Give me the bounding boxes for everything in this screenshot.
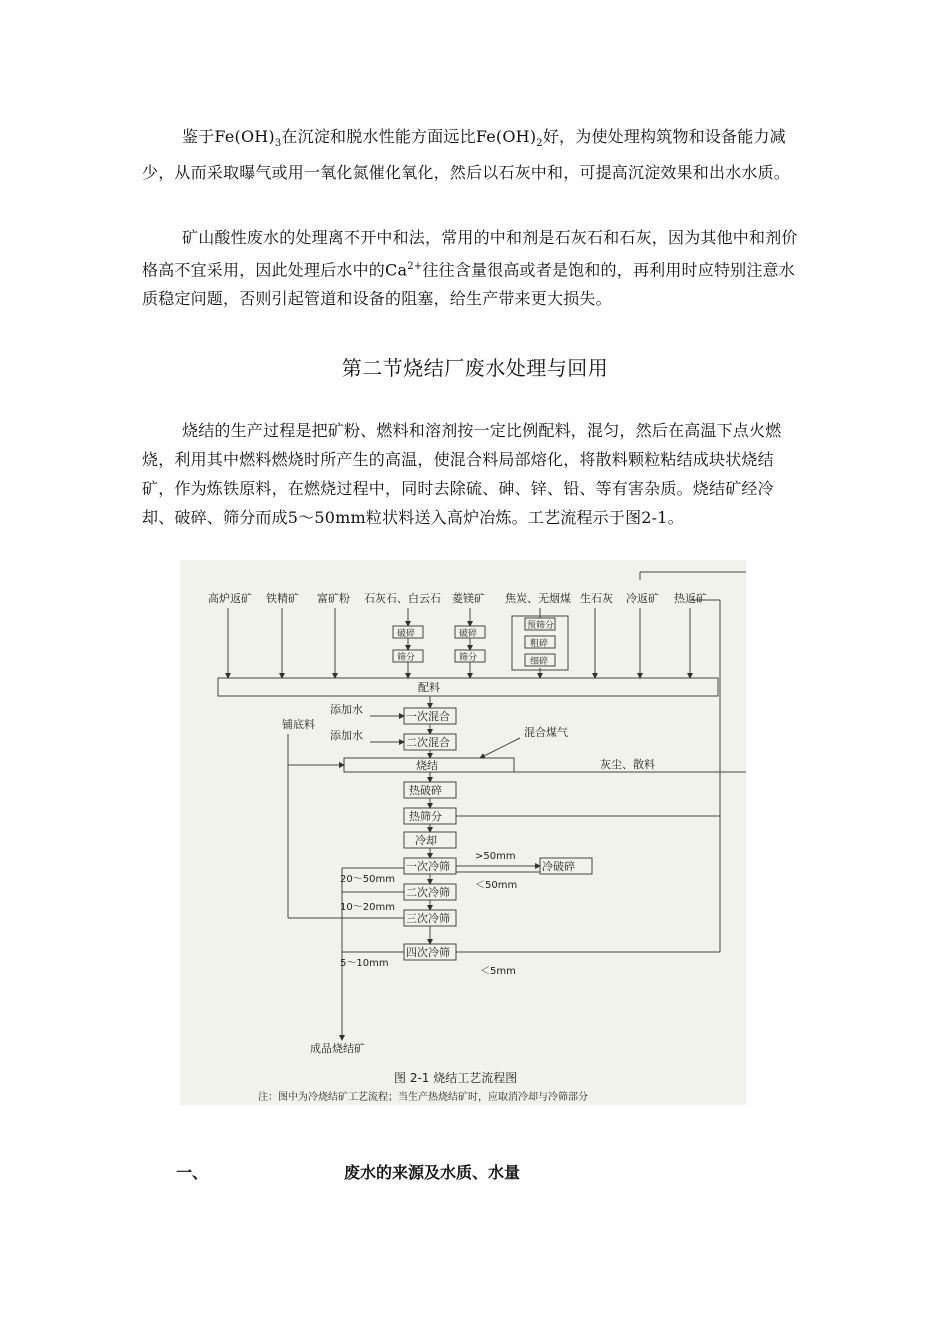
lt5-label: ＜5mm: [480, 966, 516, 977]
fine-crush-step: 细碎: [530, 657, 549, 667]
size-5-10-label: 5～10mm: [340, 958, 389, 969]
cold-screen4-box: 四次冷筛: [406, 946, 450, 959]
size-10-20-label: 10～20mm: [340, 902, 395, 913]
section-title: 废水的来源及水质、水量: [344, 1163, 521, 1182]
figure-note: 注：图中为冷烧结矿工艺流程；当生产热烧结矿时，应取消冷却与冷筛部分: [258, 1092, 588, 1103]
section-heading: 第二节烧结厂废水处理与回用: [341, 356, 609, 380]
product-label: 成品烧结矿: [310, 1042, 365, 1055]
raw-material-label: 石灰石、白云石: [364, 592, 441, 605]
crush-step: 破碎: [397, 629, 416, 639]
sinter-box: 烧结: [416, 759, 438, 772]
raw-material-label: 富矿粉: [317, 592, 350, 605]
lt50-label: ＜50mm: [475, 880, 518, 891]
paragraph-1: 鉴于$Fe(OH)_3$在沉淀和脱水性能方面远比$Fe(OH)_2$好，为使处理构筑物和设备能力减少，从而采取曝气或用一氧化氮催化氧化，然后以石灰中和，可提高沉淀效果和出水水质。: [142, 127, 791, 183]
section-number: 一、: [176, 1163, 209, 1182]
hot-screen-box: 热筛分: [409, 810, 442, 823]
paragraph-3: 烧结的生产过程是把矿粉、燃料和溶剂按一定比例配料，混匀，然后在高温下点火燃烧，利用其中燃料燃烧时所产生的高温，使混合料局部熔化，将散料颗粒粘结成块状烧结矿，作为炼铁原料，在燃烧过程中，同时去除硫、砷、锌、铅、等有害杂质。烧结矿经冷却、破碎、筛分而成5～50mm粒状料送入高炉冶炼。工艺流程示于图2-1。: [142, 421, 782, 527]
raw-material-label: 冷返矿: [626, 592, 659, 605]
mix2-box: 二次混合: [406, 736, 450, 749]
raw-material-label: 菱镁矿: [452, 592, 485, 605]
cold-screen3-box: 三次冷筛: [406, 912, 450, 925]
batching-label: 配料: [418, 681, 440, 694]
hearth-layer-label: 铺底料: [282, 718, 315, 731]
screen-step: 筛分: [459, 653, 478, 663]
mixed-gas-label: 混合煤气: [524, 726, 568, 739]
crush-step: 破碎: [459, 629, 478, 639]
coarse-crush-step: 粗碎: [530, 639, 549, 649]
add-water-label: 添加水: [330, 703, 363, 716]
cold-screen2-box: 二次冷筛: [406, 886, 450, 899]
screen-step: 筛分: [397, 653, 416, 663]
raw-material-label: 高炉返矿: [208, 592, 252, 605]
add-water-label: 添加水: [330, 729, 363, 742]
size-20-50-label: 20～50mm: [340, 874, 395, 885]
raw-material-label: 热返矿: [674, 592, 707, 605]
pre-screen-step: 预筛分: [527, 621, 555, 631]
raw-material-label: 铁精矿: [266, 592, 299, 605]
cooling-box: 冷却: [415, 834, 437, 847]
sintering-flow-diagram: [180, 560, 746, 1105]
cold-screen1-box: 一次冷筛: [406, 860, 450, 873]
dust-label: 灰尘、散料: [600, 758, 655, 771]
raw-material-label: 生石灰: [580, 592, 613, 605]
cold-crush-box: 冷破碎: [542, 860, 575, 873]
paragraph-2: 矿山酸性废水的处理离不开中和法，常用的中和剂是石灰石和石灰，因为其他中和剂价格高不宜采用，因此处理后水中的$Ca^{2+}$往往含量很高或者是饱和的，再利用时应特别注意水质稳定问题，否则引起管道和设备的阻塞，给生产带来更大损失。: [142, 228, 798, 309]
mix1-box: 一次混合: [406, 710, 450, 723]
gt50-label: >50mm: [475, 851, 516, 862]
raw-material-label: 焦炭、无烟煤: [505, 592, 571, 605]
figure-caption: 图 2-1 烧结工艺流程图: [394, 1071, 518, 1085]
hot-crush-box: 热破碎: [409, 784, 442, 797]
